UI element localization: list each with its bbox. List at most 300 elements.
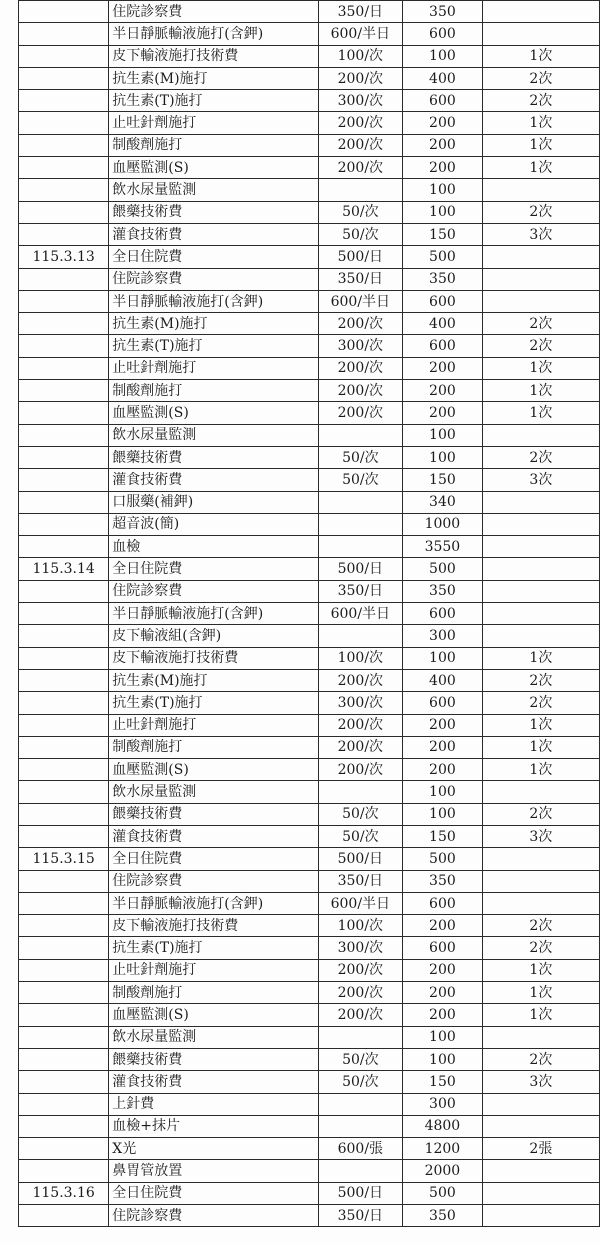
row-quantity: [482, 1160, 599, 1182]
row-date: [19, 647, 109, 669]
row-date: [19, 1004, 109, 1026]
row-amount: 100: [403, 647, 483, 669]
row-quantity: 2次: [482, 1048, 599, 1070]
row-date: [19, 669, 109, 691]
table-row: [19, 1182, 600, 1204]
row-unit-price: 200/次: [318, 959, 402, 981]
row-amount: 100: [403, 446, 483, 468]
row-amount: 350: [403, 1205, 483, 1227]
row-unit-price: 100/次: [318, 647, 402, 669]
row-amount: 150: [403, 1071, 483, 1093]
row-unit-price: 350/日: [318, 268, 402, 290]
table-row: [19, 179, 600, 201]
row-item-name: 抗生素(T)施打: [109, 937, 318, 959]
row-amount: 100: [403, 201, 483, 223]
table-row: [19, 469, 600, 491]
table-row: [19, 736, 600, 758]
row-unit-price: [318, 1093, 402, 1115]
row-quantity: [482, 625, 599, 647]
table-row: [19, 1071, 600, 1093]
row-date: [19, 603, 109, 625]
row-item-name: 住院診察費: [109, 1, 318, 23]
row-unit-price: 200/次: [318, 736, 402, 758]
row-date: [19, 402, 109, 424]
row-item-name: 超音波(簡): [109, 513, 318, 535]
row-quantity: 2次: [482, 67, 599, 89]
row-item-name: 皮下輸液施打技術費: [109, 647, 318, 669]
billing-table-body: [19, 1, 600, 1227]
row-quantity: [482, 1093, 599, 1115]
row-quantity: 1次: [482, 647, 599, 669]
row-item-name: 餵藥技術費: [109, 803, 318, 825]
row-item-name: 餵藥技術費: [109, 446, 318, 468]
table-row: [19, 558, 600, 580]
row-unit-price: [318, 179, 402, 201]
table-row: [19, 268, 600, 290]
row-unit-price: 200/次: [318, 982, 402, 1004]
row-quantity: [482, 491, 599, 513]
row-date: [19, 982, 109, 1004]
row-date: [19, 736, 109, 758]
row-date: [19, 781, 109, 803]
row-amount: 350: [403, 580, 483, 602]
row-unit-price: 100/次: [318, 45, 402, 67]
row-item-name: 抗生素(T)施打: [109, 90, 318, 112]
row-quantity: [482, 179, 599, 201]
row-quantity: 1次: [482, 714, 599, 736]
row-item-name: 灌食技術費: [109, 469, 318, 491]
row-unit-price: [318, 1115, 402, 1137]
row-item-name: 灌食技術費: [109, 223, 318, 245]
row-amount: 100: [403, 1048, 483, 1070]
row-date: [19, 825, 109, 847]
table-row: [19, 959, 600, 981]
row-item-name: 飲水尿量監測: [109, 179, 318, 201]
table-row: [19, 112, 600, 134]
row-date: [19, 513, 109, 535]
row-date: [19, 714, 109, 736]
row-item-name: 皮下輸液施打技術費: [109, 45, 318, 67]
table-row: [19, 1004, 600, 1026]
table-row: [19, 1048, 600, 1070]
row-item-name: 鼻胃管放置: [109, 1160, 318, 1182]
row-item-name: 止吐針劑施打: [109, 959, 318, 981]
table-row: [19, 692, 600, 714]
row-item-name: 半日靜脈輸液施打(含鉀): [109, 23, 318, 45]
row-quantity: 2次: [482, 669, 599, 691]
table-row: [19, 134, 600, 156]
row-item-name: 全日住院費: [109, 848, 318, 870]
row-date: [19, 469, 109, 491]
row-date: 115.3.14: [19, 558, 109, 580]
row-unit-price: 350/日: [318, 870, 402, 892]
billing-table: [18, 0, 600, 1227]
table-row: [19, 982, 600, 1004]
row-unit-price: 200/次: [318, 157, 402, 179]
row-date: 115.3.16: [19, 1182, 109, 1204]
row-unit-price: 50/次: [318, 446, 402, 468]
row-quantity: [482, 1182, 599, 1204]
table-row: [19, 937, 600, 959]
row-unit-price: 50/次: [318, 1071, 402, 1093]
row-date: [19, 446, 109, 468]
table-row: [19, 915, 600, 937]
table-row: [19, 357, 600, 379]
row-quantity: 2次: [482, 937, 599, 959]
row-quantity: 2次: [482, 446, 599, 468]
row-item-name: 灌食技術費: [109, 825, 318, 847]
row-date: [19, 290, 109, 312]
row-item-name: 抗生素(M)施打: [109, 313, 318, 335]
row-item-name: 抗生素(T)施打: [109, 335, 318, 357]
table-row: [19, 536, 600, 558]
row-item-name: 住院診察費: [109, 268, 318, 290]
row-unit-price: 200/次: [318, 1004, 402, 1026]
row-date: [19, 23, 109, 45]
row-unit-price: 500/日: [318, 848, 402, 870]
row-amount: 400: [403, 669, 483, 691]
row-date: [19, 937, 109, 959]
row-item-name: 半日靜脈輸液施打(含鉀): [109, 290, 318, 312]
row-quantity: [482, 870, 599, 892]
row-amount: 200: [403, 915, 483, 937]
row-item-name: X光: [109, 1138, 318, 1160]
row-quantity: 2次: [482, 335, 599, 357]
row-unit-price: 200/次: [318, 669, 402, 691]
row-amount: 400: [403, 67, 483, 89]
row-item-name: 住院診察費: [109, 1205, 318, 1227]
row-amount: 600: [403, 692, 483, 714]
row-unit-price: 200/次: [318, 134, 402, 156]
table-row: [19, 90, 600, 112]
row-item-name: 抗生素(T)施打: [109, 692, 318, 714]
row-quantity: 1次: [482, 402, 599, 424]
row-item-name: 止吐針劑施打: [109, 112, 318, 134]
row-quantity: 1次: [482, 45, 599, 67]
row-date: [19, 892, 109, 914]
row-unit-price: [318, 1160, 402, 1182]
row-amount: 100: [403, 179, 483, 201]
row-amount: 200: [403, 759, 483, 781]
row-amount: 100: [403, 1026, 483, 1048]
row-date: [19, 313, 109, 335]
row-date: [19, 201, 109, 223]
row-quantity: 1次: [482, 759, 599, 781]
row-quantity: [482, 290, 599, 312]
table-row: [19, 45, 600, 67]
row-date: [19, 870, 109, 892]
row-unit-price: 350/日: [318, 1, 402, 23]
row-item-name: 上針費: [109, 1093, 318, 1115]
row-item-name: 餵藥技術費: [109, 1048, 318, 1070]
table-row: [19, 335, 600, 357]
row-unit-price: 100/次: [318, 915, 402, 937]
row-unit-price: 50/次: [318, 803, 402, 825]
row-unit-price: 600/半日: [318, 290, 402, 312]
table-row: [19, 313, 600, 335]
row-item-name: 止吐針劑施打: [109, 357, 318, 379]
table-row: [19, 380, 600, 402]
row-quantity: 2次: [482, 692, 599, 714]
row-item-name: 全日住院費: [109, 246, 318, 268]
row-date: [19, 759, 109, 781]
row-item-name: 全日住院費: [109, 558, 318, 580]
row-item-name: 血檢: [109, 536, 318, 558]
row-item-name: 灌食技術費: [109, 1071, 318, 1093]
row-item-name: 血壓監測(S): [109, 402, 318, 424]
table-row: [19, 491, 600, 513]
row-date: [19, 491, 109, 513]
row-quantity: 3次: [482, 223, 599, 245]
row-date: [19, 1160, 109, 1182]
row-item-name: 飲水尿量監測: [109, 424, 318, 446]
row-amount: 150: [403, 825, 483, 847]
row-quantity: 3次: [482, 1071, 599, 1093]
row-unit-price: 200/次: [318, 112, 402, 134]
row-quantity: 2次: [482, 90, 599, 112]
row-date: [19, 692, 109, 714]
table-row: [19, 1115, 600, 1137]
row-date: [19, 915, 109, 937]
row-item-name: 血壓監測(S): [109, 157, 318, 179]
row-amount: 200: [403, 1004, 483, 1026]
row-amount: 150: [403, 223, 483, 245]
row-amount: 100: [403, 803, 483, 825]
row-quantity: [482, 1, 599, 23]
row-quantity: 2次: [482, 803, 599, 825]
row-date: [19, 380, 109, 402]
row-quantity: 2次: [482, 201, 599, 223]
row-date: [19, 1115, 109, 1137]
row-item-name: 全日住院費: [109, 1182, 318, 1204]
row-amount: 300: [403, 1093, 483, 1115]
row-date: [19, 1093, 109, 1115]
row-quantity: 1次: [482, 982, 599, 1004]
row-unit-price: 50/次: [318, 1048, 402, 1070]
row-date: [19, 179, 109, 201]
row-quantity: [482, 268, 599, 290]
table-row: [19, 1, 600, 23]
row-quantity: 1次: [482, 134, 599, 156]
row-quantity: 1次: [482, 157, 599, 179]
row-item-name: 皮下輸液組(含鉀): [109, 625, 318, 647]
row-unit-price: 600/張: [318, 1138, 402, 1160]
row-item-name: 血壓監測(S): [109, 759, 318, 781]
row-date: [19, 357, 109, 379]
row-amount: 300: [403, 625, 483, 647]
row-unit-price: [318, 781, 402, 803]
row-amount: 100: [403, 45, 483, 67]
table-row: [19, 759, 600, 781]
row-unit-price: 50/次: [318, 469, 402, 491]
row-amount: 200: [403, 982, 483, 1004]
row-item-name: 住院診察費: [109, 870, 318, 892]
row-quantity: [482, 23, 599, 45]
row-amount: 600: [403, 335, 483, 357]
row-amount: 200: [403, 157, 483, 179]
table-row: [19, 290, 600, 312]
row-amount: 600: [403, 290, 483, 312]
row-date: [19, 112, 109, 134]
row-quantity: [482, 781, 599, 803]
row-quantity: 1次: [482, 380, 599, 402]
table-row: [19, 1026, 600, 1048]
row-date: [19, 268, 109, 290]
row-date: [19, 1048, 109, 1070]
table-row: [19, 625, 600, 647]
row-date: [19, 536, 109, 558]
row-amount: 100: [403, 424, 483, 446]
row-date: [19, 959, 109, 981]
row-quantity: 1次: [482, 357, 599, 379]
row-quantity: [482, 1026, 599, 1048]
row-quantity: 1次: [482, 736, 599, 758]
row-unit-price: 200/次: [318, 380, 402, 402]
row-quantity: 3次: [482, 825, 599, 847]
row-unit-price: [318, 1026, 402, 1048]
row-date: [19, 335, 109, 357]
table-row: [19, 223, 600, 245]
row-amount: 400: [403, 313, 483, 335]
row-amount: 200: [403, 959, 483, 981]
row-unit-price: 600/半日: [318, 23, 402, 45]
row-item-name: 制酸劑施打: [109, 380, 318, 402]
table-row: [19, 647, 600, 669]
row-amount: 600: [403, 23, 483, 45]
row-item-name: 制酸劑施打: [109, 134, 318, 156]
row-date: [19, 223, 109, 245]
table-row: [19, 1093, 600, 1115]
row-quantity: 3次: [482, 469, 599, 491]
row-item-name: 皮下輸液施打技術費: [109, 915, 318, 937]
row-amount: 600: [403, 90, 483, 112]
row-unit-price: 300/次: [318, 937, 402, 959]
table-row: [19, 1205, 600, 1227]
row-item-name: 半日靜脈輸液施打(含鉀): [109, 892, 318, 914]
row-item-name: 抗生素(M)施打: [109, 67, 318, 89]
row-amount: 1200: [403, 1138, 483, 1160]
row-amount: 350: [403, 1, 483, 23]
table-row: [19, 1160, 600, 1182]
row-date: [19, 1071, 109, 1093]
row-unit-price: 200/次: [318, 67, 402, 89]
row-date: [19, 803, 109, 825]
row-unit-price: 50/次: [318, 825, 402, 847]
row-item-name: 制酸劑施打: [109, 982, 318, 1004]
row-amount: 1000: [403, 513, 483, 535]
table-row: [19, 402, 600, 424]
table-row: [19, 157, 600, 179]
row-item-name: 飲水尿量監測: [109, 1026, 318, 1048]
row-quantity: 2次: [482, 313, 599, 335]
table-row: [19, 580, 600, 602]
row-unit-price: [318, 536, 402, 558]
row-quantity: [482, 580, 599, 602]
row-item-name: 止吐針劑施打: [109, 714, 318, 736]
row-date: 115.3.13: [19, 246, 109, 268]
row-amount: 500: [403, 1182, 483, 1204]
row-unit-price: 350/日: [318, 580, 402, 602]
table-row: [19, 870, 600, 892]
row-unit-price: 50/次: [318, 223, 402, 245]
row-quantity: [482, 513, 599, 535]
row-date: [19, 580, 109, 602]
row-amount: 4800: [403, 1115, 483, 1137]
row-amount: 600: [403, 937, 483, 959]
row-amount: 500: [403, 558, 483, 580]
row-amount: 200: [403, 402, 483, 424]
table-row: [19, 848, 600, 870]
row-amount: 200: [403, 112, 483, 134]
row-item-name: 血壓監測(S): [109, 1004, 318, 1026]
row-amount: 200: [403, 736, 483, 758]
row-amount: 3550: [403, 536, 483, 558]
table-row: [19, 803, 600, 825]
row-quantity: 2次: [482, 915, 599, 937]
row-item-name: 口服藥(補鉀): [109, 491, 318, 513]
row-item-name: 血檢+抹片: [109, 1115, 318, 1137]
row-date: [19, 625, 109, 647]
table-row: [19, 825, 600, 847]
row-date: [19, 1138, 109, 1160]
row-unit-price: 350/日: [318, 1205, 402, 1227]
table-row: [19, 201, 600, 223]
row-date: [19, 1205, 109, 1227]
row-unit-price: 300/次: [318, 335, 402, 357]
row-quantity: 1次: [482, 112, 599, 134]
row-quantity: [482, 603, 599, 625]
row-quantity: [482, 246, 599, 268]
row-unit-price: 200/次: [318, 357, 402, 379]
row-item-name: 制酸劑施打: [109, 736, 318, 758]
row-quantity: [482, 892, 599, 914]
row-unit-price: 500/日: [318, 246, 402, 268]
row-unit-price: 200/次: [318, 402, 402, 424]
table-row: [19, 669, 600, 691]
row-unit-price: [318, 424, 402, 446]
row-amount: 500: [403, 848, 483, 870]
row-unit-price: [318, 625, 402, 647]
row-amount: 150: [403, 469, 483, 491]
row-quantity: 2張: [482, 1138, 599, 1160]
row-date: [19, 157, 109, 179]
row-amount: 200: [403, 714, 483, 736]
row-quantity: 1次: [482, 1004, 599, 1026]
table-row: [19, 513, 600, 535]
row-unit-price: 300/次: [318, 90, 402, 112]
row-date: 115.3.15: [19, 848, 109, 870]
row-quantity: [482, 1205, 599, 1227]
table-row: [19, 246, 600, 268]
row-item-name: 抗生素(M)施打: [109, 669, 318, 691]
row-date: [19, 1026, 109, 1048]
table-row: [19, 446, 600, 468]
row-amount: 2000: [403, 1160, 483, 1182]
row-amount: 200: [403, 380, 483, 402]
row-date: [19, 424, 109, 446]
row-quantity: [482, 536, 599, 558]
row-amount: 600: [403, 603, 483, 625]
row-item-name: 住院診察費: [109, 580, 318, 602]
row-quantity: 1次: [482, 959, 599, 981]
row-amount: 350: [403, 870, 483, 892]
row-unit-price: 300/次: [318, 692, 402, 714]
row-unit-price: 200/次: [318, 313, 402, 335]
row-amount: 200: [403, 357, 483, 379]
row-date: [19, 90, 109, 112]
row-unit-price: 200/次: [318, 714, 402, 736]
table-row: [19, 892, 600, 914]
